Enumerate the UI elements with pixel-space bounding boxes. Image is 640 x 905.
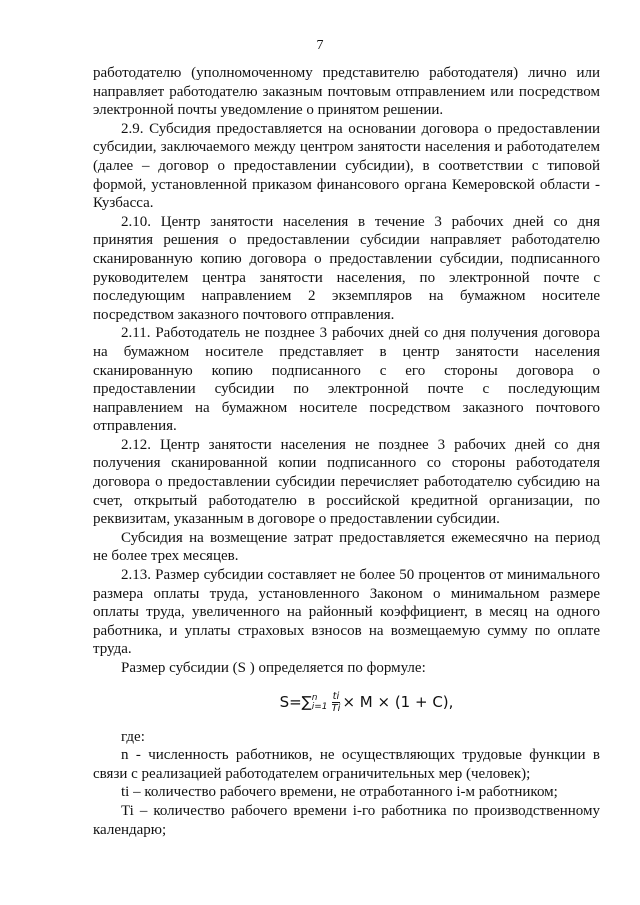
paragraph-2-13: 2.13. Размер субсидии составляет не более 50 процентов от минимального размера оплаты труда, установленного Законом о минимальном размере оплаты труда, увеличенного на районный коэффициент, в месяц на одного работника, и уплаты страховых взносов на возмещаемую сумму по оплате труда. (93, 567, 600, 658)
formula-numerator: ti (332, 691, 340, 703)
paragraph-continuation: работодателю (уполномоченному представителю работодателя) лично или направляет работодателю заказным почтовым отправлением или посредством электронной почты уведомление о принятом решении. (93, 65, 600, 119)
paragraph-2-11: 2.11. Работодатель не позднее 3 рабочих дней со дня получения договора на бумажном носителе представляет в центр занятости населения сканированную копию подписанного с его стороны договора о предоставлении субсидии по электронной почте с последующим направлением на бумажном носителе посредством заказного почтового отправления. (93, 325, 600, 435)
formula-upper-limit: n (311, 692, 318, 703)
formula-rhs: × M × (1 + C), (342, 693, 454, 712)
definition-Ti: Ti – количество рабочего времени i-го работника по производственному календарю; (93, 802, 600, 838)
formula-sum-limits (312, 694, 328, 712)
formula-lhs: S= (279, 693, 302, 712)
paragraph-where: где: (121, 728, 145, 745)
formula-sum-symbol: ∑ (301, 693, 312, 712)
paragraph-subsidy-period: Субсидия на возмещение затрат предоставляется ежемесячно на период не более трех месяцев. (93, 529, 600, 565)
subsidy-formula (93, 678, 600, 728)
paragraph-formula-intro: Размер субсидии (S ) определяется по формуле: (121, 660, 426, 676)
definition-n: n - численность работников, не осуществляющих трудовые функции в связи с реализацией работодателем ограничительных мер (человек); (93, 747, 600, 782)
page-number: 7 (316, 38, 324, 53)
formula-lower-limit: i=1 (311, 701, 328, 712)
paragraph-2-9: 2.9. Субсидия предоставляется на основании договора о предоставлении субсидии, заключаемого между центром занятости населения и работодателем (далее – договор о предоставлении субсидии), в соответствии с типовой формой, установленной приказом финансового органа Кемеровской области - Кузбасса. (93, 120, 600, 212)
document-body (93, 64, 600, 839)
paragraph-2-10: 2.10. Центр занятости населения в течение 3 рабочих дней со дня принятия решения о предоставлении субсидии направляет работодателю сканированную копию договора о предоставлении субсидии, подписанного руководителем центра занятости населения, по электронной почте с последующим направлением 2 экземпляров на бумажном носителе посредством заказного почтового отправления. (93, 213, 600, 323)
paragraph-2-12: 2.12. Центр занятости населения не позднее 3 рабочих дней со дня получения сканированной копии подписанного со стороны работодателя договора о предоставлении субсидии перечисляет работодателю субсидию на счет, открытый работодателю в российской кредитной организации, по реквизитам, указанным в договоре о предоставлении субсидии. (93, 436, 600, 528)
definition-ti: ti – количество рабочего времени, не отработанного i-м работником; (121, 784, 558, 801)
formula-denominator: Ti (331, 703, 341, 715)
formula-fraction (332, 691, 341, 714)
